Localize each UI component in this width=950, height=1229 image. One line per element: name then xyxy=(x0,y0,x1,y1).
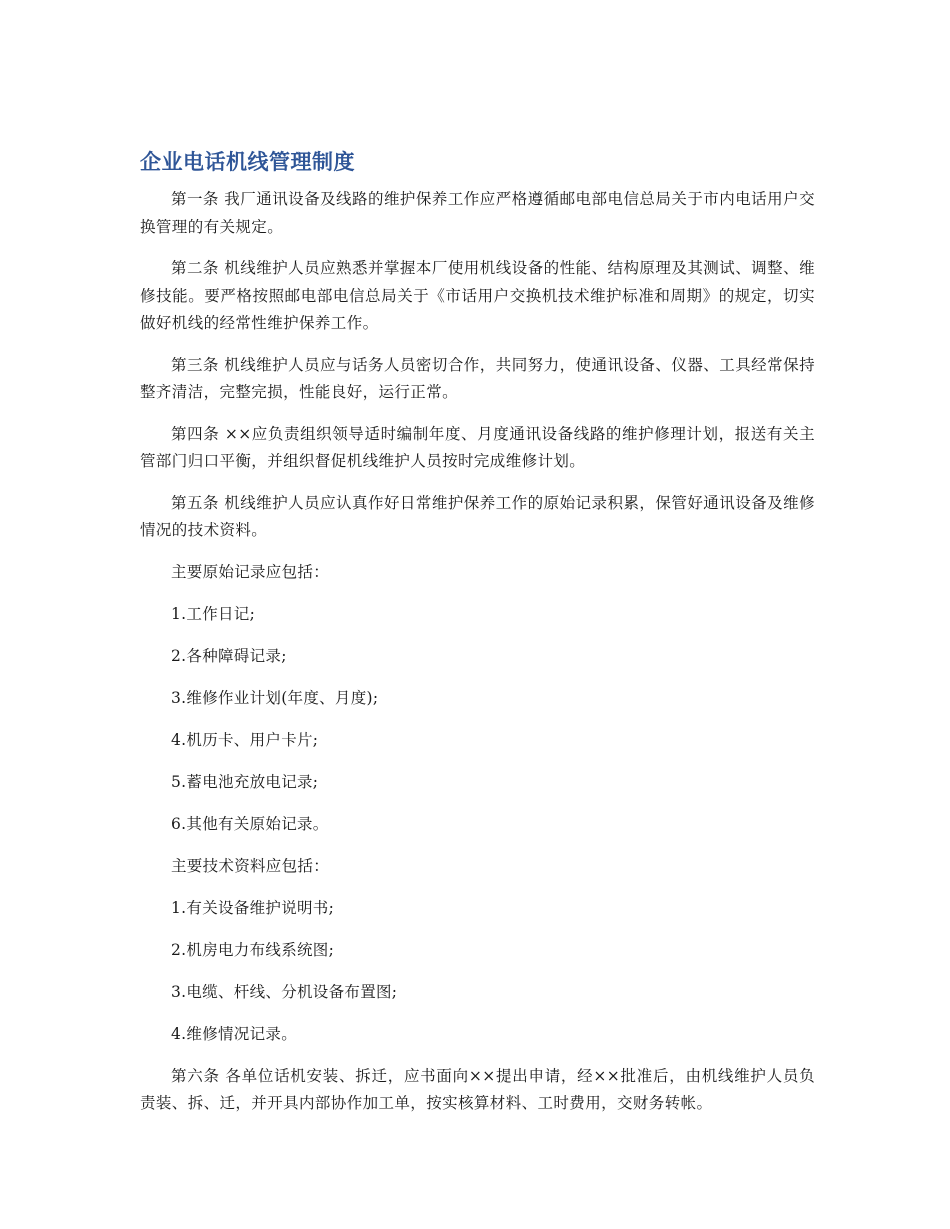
record-item: 3.维修作业计划(年度、月度); xyxy=(171,688,379,707)
document-title: 企业电话机线管理制度 xyxy=(140,150,355,174)
tech-item: 4.维修情况记录。 xyxy=(171,1024,297,1043)
record-item: 1.工作日记; xyxy=(171,604,256,623)
record-item: 5.蓄电池充放电记录; xyxy=(171,772,319,791)
tech-heading: 主要技术资料应包括： xyxy=(171,856,330,875)
document-body xyxy=(140,146,815,1132)
article-6: 第六条 各单位话机安装、拆迁，应书面向××提出申请，经××批准后，由机线维护人员负责装、拆、迁，并开具内部协作加工单，按实核算材料、工时费用，交财务转帐。 xyxy=(140,1066,815,1112)
record-item: 2.各种障碍记录; xyxy=(171,646,287,665)
record-item: 6.其他有关原始记录。 xyxy=(171,814,329,833)
article-1: 第一条 我厂通讯设备及线路的维护保养工作应严格遵循邮电部电信总局关于市内电话用户交换管理的有关规定。 xyxy=(140,190,815,236)
article-2: 第二条 机线维护人员应熟悉并掌握本厂使用机线设备的性能、结构原理及其测试、调整、维修技能。要严格按照邮电部电信总局关于《市话用户交换机技术维护标准和周期》的规定，切实做好机线的经常性维护保养工作。 xyxy=(140,259,815,332)
article-5: 第五条 机线维护人员应认真作好日常维护保养工作的原始记录积累，保管好通讯设备及维修情况的技术资料。 xyxy=(140,493,815,539)
records-heading: 主要原始记录应包括： xyxy=(171,562,330,581)
article-4: 第四条 ××应负责组织领导适时编制年度、月度通讯设备线路的维护修理计划，报送有关主管部门归口平衡，并组织督促机线维护人员按时完成维修计划。 xyxy=(140,424,815,470)
tech-item: 1.有关设备维护说明书; xyxy=(171,898,335,917)
article-3: 第三条 机线维护人员应与话务人员密切合作，共同努力，使通讯设备、仪器、工具经常保持整齐清洁，完整完损，性能良好，运行正常。 xyxy=(140,355,815,401)
tech-item: 2.机房电力布线系统图; xyxy=(171,940,335,959)
record-item: 4.机历卡、用户卡片; xyxy=(171,730,319,749)
tech-item: 3.电缆、杆线、分机设备布置图; xyxy=(171,982,398,1001)
